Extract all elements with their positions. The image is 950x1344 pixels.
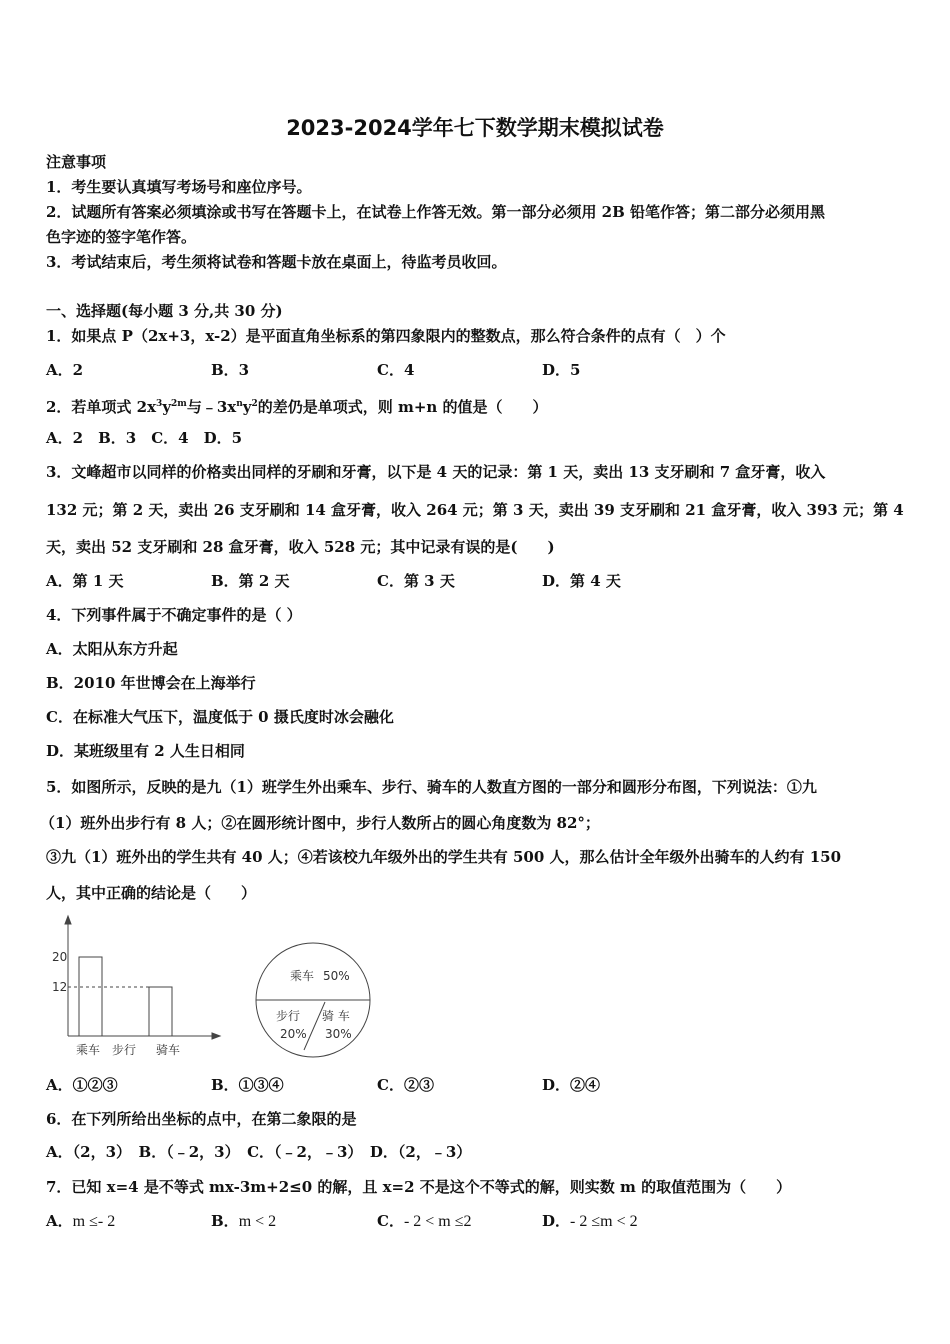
question-5: 人，其中正确的结论是（ ） [46, 884, 257, 902]
notice-item: 1．考生要认真填写考场号和座位序号。 [46, 178, 312, 196]
question-5: ③九（1）班外出的学生共有 40 人；④若该校九年级外出的学生共有 500 人，那么估计全年级外出骑车的人约有 150 [46, 848, 842, 866]
slice-pct: 20% [280, 1027, 307, 1041]
option: D．某班级里有 2 人生日相同 [46, 742, 245, 760]
tick-label: 20 [52, 950, 68, 964]
option: C．在标准大气压下，温度低于 0 摄氏度时冰会融化 [46, 708, 394, 726]
option: A．2 [46, 361, 84, 379]
option: C．- 2 < m ≤2 [377, 1212, 472, 1230]
option: C．第 3 天 [377, 572, 455, 590]
section-heading: 一、选择题(每小题 3 分,共 30 分) [46, 302, 283, 320]
notice-item: 2．试题所有答案必须填涂或书写在答题卡上，在试卷上作答无效。第一部分必须用 2B 铅笔作答；第二部分必须用黑 [46, 203, 826, 221]
option: D．第 4 天 [542, 572, 621, 590]
option: B．m < 2 [211, 1212, 277, 1230]
pie-chart [256, 943, 370, 1057]
page-title: 2023-2024学年七下数学期末模拟试卷 [286, 116, 664, 140]
category-label: 步行 [112, 1043, 137, 1057]
option: C．4 [377, 361, 415, 379]
slice-label: 步行 [276, 1009, 301, 1023]
question-3: 3．文峰超市以同样的价格卖出同样的牙刷和牙膏，以下是 4 天的记录：第 1 天，卖出 13 支牙刷和 7 盒牙膏，收入 [46, 463, 826, 481]
slice-pct: 50% [323, 969, 350, 983]
question-5: （1）班外出步行有 8 人；②在圆形统计图中，步行人数所占的圆心角度数为 82°； [40, 814, 600, 832]
question-6: 6．在下列所给出坐标的点中，在第二象限的是 [46, 1110, 357, 1128]
tick-label: 12 [52, 980, 68, 994]
option: B．3 [211, 361, 250, 379]
notice-item: 3．考试结束后，考生须将试卷和答题卡放在桌面上，待监考员收回。 [46, 253, 507, 271]
option: C．②③ [377, 1076, 434, 1094]
y-axis-arrow [65, 916, 71, 924]
question-1: 1．如果点 P（2x+3，x-2）是平面直角坐标系的第四象限内的整数点，那么符合条件的点有（ ）个 [46, 327, 726, 345]
option: D．5 [542, 361, 581, 379]
option: D．- 2 ≤m < 2 [542, 1212, 638, 1230]
bar-乘车 [79, 957, 102, 1036]
option: B．第 2 天 [211, 572, 290, 590]
q5-figure [40, 910, 390, 1070]
options: A．2 B．3 C．4 D．5 [46, 429, 243, 447]
option: D．②④ [542, 1076, 601, 1094]
option: A．m ≤- 2 [46, 1212, 116, 1230]
question-2: 2．若单项式 $2x^3y^{2m}$与$﹣3x^ny^2$的差仍是单项式，则 m+n 的值是（ ） [46, 398, 548, 416]
notice-heading: 注意事项 [46, 153, 107, 171]
question-5: 5．如图所示，反映的是九（1）班学生外出乘车、步行、骑车的人数直方图的一部分和圆形分布图，下列说法：①九 [46, 778, 817, 796]
option: B．2010 年世博会在上海举行 [46, 674, 256, 692]
slice-label: 骑 车 [322, 1009, 350, 1023]
question-4: 4．下列事件属于不确定事件的是（ ） [46, 606, 302, 624]
question-3: 132 元；第 2 天，卖出 26 支牙刷和 14 盒牙膏，收入 264 元；第 3 天，卖出 39 支牙刷和 21 盒牙膏，收入 393 元；第 4 [46, 501, 904, 519]
question-3: 天，卖出 52 支牙刷和 28 盒牙膏，收入 528 元；其中记录有误的是( ) [46, 538, 555, 556]
slice-label: 乘车 [290, 969, 315, 983]
option: B．①③④ [211, 1076, 284, 1094]
category-label: 骑车 [156, 1043, 181, 1057]
option: A．①②③ [46, 1076, 118, 1094]
category-label: 乘车 [76, 1043, 101, 1057]
option: A．第 1 天 [46, 572, 124, 590]
x-axis-arrow [212, 1033, 220, 1039]
bar-骑车 [149, 987, 172, 1036]
bar-chart [65, 916, 220, 1039]
options: A．（2，3） B．（﹣2，3） C．（﹣2，﹣3） D．（2，﹣3） [46, 1143, 472, 1161]
option: A．太阳从东方升起 [46, 640, 178, 658]
question-7: 7．已知 x=4 是不等式 mx-3m+2≤0 的解，且 x=2 不是这个不等式的解，则实数 m 的取值范围为（ ） [46, 1178, 792, 1196]
notice-item: 色字迹的签字笔作答。 [46, 228, 197, 246]
slice-pct: 30% [325, 1027, 352, 1041]
